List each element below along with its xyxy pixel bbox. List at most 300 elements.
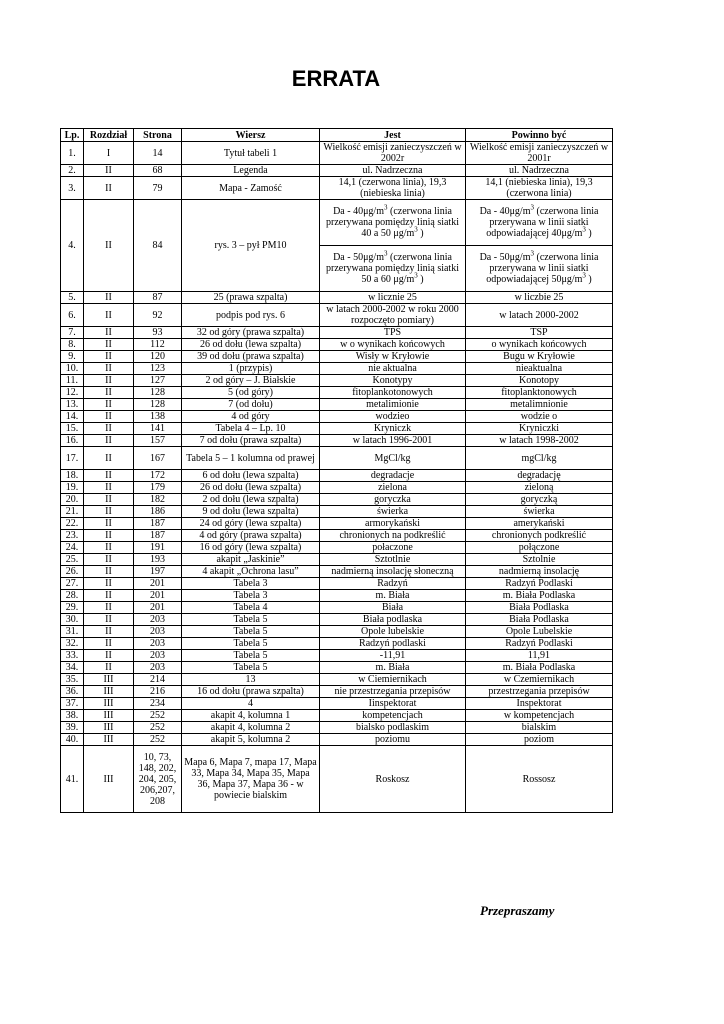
- superscript-part-sup2: 3: [414, 225, 418, 234]
- page-title: ERRATA: [291, 66, 381, 91]
- table-row: [61, 351, 613, 363]
- table-row: [61, 142, 613, 165]
- cell-strona: 193: [134, 554, 182, 566]
- cell-lp: 11.: [61, 375, 84, 387]
- cell-jest: [320, 200, 466, 246]
- cell-wiersz: 25 (prawa szpalta): [182, 292, 320, 304]
- cell-jest: Radzyń: [320, 578, 466, 590]
- table-row: [61, 411, 613, 423]
- cell-rozdzial: III: [84, 746, 134, 813]
- table-row: [61, 542, 613, 554]
- cell-lp: 41.: [61, 746, 84, 813]
- cell-powinno: Konotopy: [466, 375, 613, 387]
- cell-wiersz: Tabela 5: [182, 614, 320, 626]
- cell-jest: Sztotlnie: [320, 554, 466, 566]
- cell-rozdzial: III: [84, 710, 134, 722]
- cell-rozdzial: II: [84, 578, 134, 590]
- cell-wiersz: 9 od dołu (lewa szpalta): [182, 506, 320, 518]
- table-row: [61, 746, 613, 813]
- cell-jest: nie przestrzegania przepisów: [320, 686, 466, 698]
- cell-jest: kompetencjach: [320, 710, 466, 722]
- table-row: [61, 602, 613, 614]
- table-row: [61, 578, 613, 590]
- cell-wiersz: Tabela 4 – Lp. 10: [182, 423, 320, 435]
- cell-strona: 216: [134, 686, 182, 698]
- cell-rozdzial: II: [84, 304, 134, 327]
- cell-wiersz: Tabela 5: [182, 662, 320, 674]
- cell-lp: 19.: [61, 482, 84, 494]
- cell-powinno: degradację: [466, 470, 613, 482]
- cell-wiersz: 4 od góry: [182, 411, 320, 423]
- cell-lp: 1.: [61, 142, 84, 165]
- cell-rozdzial: II: [84, 518, 134, 530]
- table-body: [61, 142, 613, 813]
- cell-powinno: w latach 2000-2002: [466, 304, 613, 327]
- cell-jest: nie aktualna: [320, 363, 466, 375]
- superscript-part-end: ): [585, 274, 592, 285]
- cell-rozdzial: II: [84, 626, 134, 638]
- cell-strona: 179: [134, 482, 182, 494]
- superscript-part-pre: Da - 50μg/m: [333, 252, 384, 263]
- cell-strona: 141: [134, 423, 182, 435]
- cell-wiersz: akapit 4, kolumna 1: [182, 710, 320, 722]
- cell-jest: metalimionie: [320, 399, 466, 411]
- cell-jest: Opole lubelskie: [320, 626, 466, 638]
- cell-lp: 34.: [61, 662, 84, 674]
- cell-jest: Wielkość emisji zanieczyszczeń w 2002r: [320, 142, 466, 165]
- cell-wiersz: podpis pod rys. 6: [182, 304, 320, 327]
- cell-powinno: Biała Podlaska: [466, 614, 613, 626]
- table-row: [61, 530, 613, 542]
- cell-rozdzial: II: [84, 200, 134, 292]
- cell-jest: zielona: [320, 482, 466, 494]
- table-row: [61, 638, 613, 650]
- cell-wiersz: Tytuł tabeli 1: [182, 142, 320, 165]
- superscript-part-pre: Da - 40μg/m: [333, 206, 384, 217]
- cell-rozdzial: I: [84, 142, 134, 165]
- cell-strona: 234: [134, 698, 182, 710]
- cell-strona: 186: [134, 506, 182, 518]
- table-row: [61, 339, 613, 351]
- table-row: [61, 686, 613, 698]
- cell-powinno: 14,1 (niebieska linia), 19,3 (czerwona linia): [466, 177, 613, 200]
- cell-rozdzial: II: [84, 470, 134, 482]
- cell-rozdzial: II: [84, 662, 134, 674]
- cell-wiersz: 6 od dołu (lewa szpalta): [182, 470, 320, 482]
- cell-powinno: nieaktualna: [466, 363, 613, 375]
- superscript-part-sup2: 3: [414, 271, 418, 280]
- cell-powinno: [466, 200, 613, 246]
- cell-rozdzial: II: [84, 602, 134, 614]
- cell-lp: 7.: [61, 327, 84, 339]
- table-row: [61, 566, 613, 578]
- cell-wiersz: akapit 5, kolumna 2: [182, 734, 320, 746]
- cell-wiersz: 2 od dołu (lewa szpalta): [182, 494, 320, 506]
- cell-powinno: w latach 1998-2002: [466, 435, 613, 447]
- cell-jest: w latach 1996-2001: [320, 435, 466, 447]
- cell-lp: 13.: [61, 399, 84, 411]
- cell-rozdzial: II: [84, 165, 134, 177]
- cell-powinno: TSP: [466, 327, 613, 339]
- cell-rozdzial: II: [84, 363, 134, 375]
- cell-lp: 15.: [61, 423, 84, 435]
- table-row: [61, 482, 613, 494]
- cell-wiersz: 16 od dołu (prawa szpalta): [182, 686, 320, 698]
- cell-powinno: Opole Lubelskie: [466, 626, 613, 638]
- cell-powinno: m. Biała Podlaska: [466, 590, 613, 602]
- cell-strona: 68: [134, 165, 182, 177]
- cell-lp: 29.: [61, 602, 84, 614]
- table-row: [61, 435, 613, 447]
- cell-lp: 16.: [61, 435, 84, 447]
- cell-jest: Roskosz: [320, 746, 466, 813]
- cell-wiersz: 5 (od góry): [182, 387, 320, 399]
- cell-wiersz: Tabela 3: [182, 590, 320, 602]
- cell-rozdzial: II: [84, 590, 134, 602]
- cell-powinno: zieloną: [466, 482, 613, 494]
- cell-rozdzial: II: [84, 423, 134, 435]
- cell-powinno: połączone: [466, 542, 613, 554]
- cell-strona: 182: [134, 494, 182, 506]
- cell-strona: 172: [134, 470, 182, 482]
- cell-lp: 27.: [61, 578, 84, 590]
- cell-lp: 32.: [61, 638, 84, 650]
- cell-strona: 93: [134, 327, 182, 339]
- table-row: [61, 399, 613, 411]
- cell-powinno: przestrzegania przepisów: [466, 686, 613, 698]
- cell-lp: 26.: [61, 566, 84, 578]
- cell-jest: Biała: [320, 602, 466, 614]
- cell-lp: 25.: [61, 554, 84, 566]
- cell-rozdzial: II: [84, 177, 134, 200]
- cell-wiersz: Tabela 5 – 1 kolumna od prawej: [182, 447, 320, 470]
- cell-powinno: Rossosz: [466, 746, 613, 813]
- superscript-part-sup2: 3: [582, 271, 586, 280]
- table-row: [61, 554, 613, 566]
- cell-lp: 36.: [61, 686, 84, 698]
- cell-strona: 138: [134, 411, 182, 423]
- table-row: [61, 470, 613, 482]
- cell-rozdzial: II: [84, 435, 134, 447]
- cell-wiersz: Tabela 5: [182, 626, 320, 638]
- superscript-part-end: ): [417, 228, 424, 239]
- cell-strona: 79: [134, 177, 182, 200]
- cell-wiersz: 39 od dołu (prawa szpalta): [182, 351, 320, 363]
- cell-lp: 14.: [61, 411, 84, 423]
- cell-rozdzial: II: [84, 375, 134, 387]
- cell-lp: 21.: [61, 506, 84, 518]
- cell-powinno: Radzyń Podlaski: [466, 638, 613, 650]
- table-row: [61, 722, 613, 734]
- cell-rozdzial: II: [84, 399, 134, 411]
- cell-jest: [320, 246, 466, 292]
- cell-jest: bialsko podlaskim: [320, 722, 466, 734]
- cell-powinno: amerykański: [466, 518, 613, 530]
- cell-wiersz: Legenda: [182, 165, 320, 177]
- cell-jest: goryczka: [320, 494, 466, 506]
- table-row: [61, 375, 613, 387]
- cell-jest: ul. Nadrzeczna: [320, 165, 466, 177]
- cell-rozdzial: II: [84, 650, 134, 662]
- cell-rozdzial: III: [84, 698, 134, 710]
- cell-jest: nadmierną insolację słoneczną: [320, 566, 466, 578]
- cell-jest: w licznie 25: [320, 292, 466, 304]
- cell-strona: 127: [134, 375, 182, 387]
- table-row: [61, 674, 613, 686]
- cell-lp: 4.: [61, 200, 84, 292]
- cell-powinno: [466, 246, 613, 292]
- cell-wiersz: 13: [182, 674, 320, 686]
- cell-wiersz: 24 od góry (lewa szpalta): [182, 518, 320, 530]
- cell-lp: 24.: [61, 542, 84, 554]
- cell-wiersz: akapit 4, kolumna 2: [182, 722, 320, 734]
- cell-rozdzial: III: [84, 674, 134, 686]
- cell-powinno: poziom: [466, 734, 613, 746]
- cell-rozdzial: II: [84, 339, 134, 351]
- cell-lp: 22.: [61, 518, 84, 530]
- cell-wiersz: Mapa - Zamość: [182, 177, 320, 200]
- cell-powinno: chronionych podkreślić: [466, 530, 613, 542]
- cell-lp: 18.: [61, 470, 84, 482]
- cell-lp: 28.: [61, 590, 84, 602]
- cell-jest: w o wynikach końcowych: [320, 339, 466, 351]
- superscript-part-sup: 3: [384, 249, 388, 258]
- cell-rozdzial: II: [84, 566, 134, 578]
- cell-strona: 167: [134, 447, 182, 470]
- cell-strona: 14: [134, 142, 182, 165]
- cell-rozdzial: II: [84, 530, 134, 542]
- cell-powinno: 11,91: [466, 650, 613, 662]
- cell-powinno: Radzyń Podlaski: [466, 578, 613, 590]
- cell-strona: 252: [134, 734, 182, 746]
- superscript-part-pre: Da - 40μg/m: [479, 206, 531, 217]
- superscript-part-post: (czerwona linia przerywana w linii siatki odpowiadającej 50μg/m: [486, 252, 599, 285]
- cell-rozdzial: II: [84, 351, 134, 363]
- cell-wiersz: 4: [182, 698, 320, 710]
- cell-strona: 128: [134, 387, 182, 399]
- superscript-part-sup2: 3: [582, 225, 586, 234]
- cell-powinno: wodzie o: [466, 411, 613, 423]
- table-row: [61, 387, 613, 399]
- cell-jest: Iinspektorat: [320, 698, 466, 710]
- cell-wiersz: 1 (przypis): [182, 363, 320, 375]
- cell-rozdzial: II: [84, 506, 134, 518]
- cell-wiersz: 26 od dołu (lewa szpalta): [182, 339, 320, 351]
- cell-jest: chronionych na podkreślić: [320, 530, 466, 542]
- cell-jest: świerka: [320, 506, 466, 518]
- cell-wiersz: Mapa 6, Mapa 7, mapa 17, Mapa 33, Mapa 34, Mapa 35, Mapa 36, Mapa 37, Mapa 36 - w powiecie bialskim: [182, 746, 320, 813]
- table-row: [61, 614, 613, 626]
- superscript-part-sup: 3: [384, 203, 388, 212]
- table-row: [61, 590, 613, 602]
- cell-strona: 84: [134, 200, 182, 292]
- cell-wiersz: 32 od góry (prawa szpalta): [182, 327, 320, 339]
- table-row: [61, 710, 613, 722]
- cell-wiersz: 16 od góry (lewa szpalta): [182, 542, 320, 554]
- cell-wiersz: 26 od dołu (lewa szpalta): [182, 482, 320, 494]
- superscript-part-sup: 3: [530, 203, 534, 212]
- cell-rozdzial: II: [84, 447, 134, 470]
- cell-rozdzial: II: [84, 554, 134, 566]
- table-row: [61, 327, 613, 339]
- table-row: [61, 698, 613, 710]
- cell-jest: armorykański: [320, 518, 466, 530]
- cell-jest: Kryniczk: [320, 423, 466, 435]
- cell-strona: 87: [134, 292, 182, 304]
- cell-wiersz: 7 (od dołu): [182, 399, 320, 411]
- cell-jest: 14,1 (czerwona linia), 19,3 (niebieska linia): [320, 177, 466, 200]
- table-row: [61, 423, 613, 435]
- cell-jest: w latach 2000-2002 w roku 2000 rozpoczęto pomiary): [320, 304, 466, 327]
- cell-powinno: fitoplanktonowych: [466, 387, 613, 399]
- table-row: [61, 518, 613, 530]
- cell-strona: 203: [134, 662, 182, 674]
- cell-lp: 38.: [61, 710, 84, 722]
- cell-powinno: Inspektorat: [466, 698, 613, 710]
- superscript-part-end: ): [585, 228, 592, 239]
- cell-lp: 39.: [61, 722, 84, 734]
- cell-strona: 187: [134, 530, 182, 542]
- header-lp: Lp.: [61, 129, 84, 142]
- cell-jest: Biała podlaska: [320, 614, 466, 626]
- cell-strona: 157: [134, 435, 182, 447]
- cell-wiersz: Tabela 3: [182, 578, 320, 590]
- cell-jest: MgCl/kg: [320, 447, 466, 470]
- cell-jest: Radzyń podlaski: [320, 638, 466, 650]
- errata-table: [60, 128, 613, 813]
- cell-jest: TPS: [320, 327, 466, 339]
- cell-powinno: Wielkość emisji zanieczyszczeń w 2001r: [466, 142, 613, 165]
- cell-wiersz: Tabela 4: [182, 602, 320, 614]
- cell-wiersz: 2 od góry – J. Białskie: [182, 375, 320, 387]
- cell-jest: wodzieo: [320, 411, 466, 423]
- cell-jest: -11,91: [320, 650, 466, 662]
- cell-lp: 9.: [61, 351, 84, 363]
- cell-wiersz: rys. 3 – pył PM10: [182, 200, 320, 292]
- table-row: [61, 626, 613, 638]
- cell-strona: 187: [134, 518, 182, 530]
- superscript-part-end: ): [417, 274, 424, 285]
- cell-wiersz: 7 od dołu (prawa szpalta): [182, 435, 320, 447]
- cell-strona: 197: [134, 566, 182, 578]
- superscript-part-post: (czerwona linia przerywana pomiędzy linią siatki 50 a 60 μg/m: [325, 252, 459, 285]
- cell-rozdzial: II: [84, 494, 134, 506]
- cell-jest: fitoplankotonowych: [320, 387, 466, 399]
- cell-powinno: o wynikach końcowych: [466, 339, 613, 351]
- cell-rozdzial: III: [84, 734, 134, 746]
- cell-powinno: Bugu w Kryłowie: [466, 351, 613, 363]
- cell-strona: 191: [134, 542, 182, 554]
- header-strona: Strona: [134, 129, 182, 142]
- header-powinno: Powinno być: [466, 129, 613, 142]
- cell-powinno: Sztolnie: [466, 554, 613, 566]
- cell-rozdzial: III: [84, 686, 134, 698]
- table-row: [61, 662, 613, 674]
- cell-strona: 203: [134, 626, 182, 638]
- cell-strona: 252: [134, 722, 182, 734]
- cell-strona: 112: [134, 339, 182, 351]
- cell-powinno: nadmierną insolację: [466, 566, 613, 578]
- table-row: [61, 363, 613, 375]
- superscript-part-post: (czerwona linia przerywana pomiędzy linią siatki 40 a 50 μg/m: [325, 206, 459, 239]
- cell-powinno: goryczką: [466, 494, 613, 506]
- cell-powinno: w Czemiernikach: [466, 674, 613, 686]
- cell-wiersz: akapit „Jaskinie”: [182, 554, 320, 566]
- cell-jest: połaczone: [320, 542, 466, 554]
- cell-strona: 201: [134, 602, 182, 614]
- cell-strona: 252: [134, 710, 182, 722]
- cell-strona: 203: [134, 650, 182, 662]
- cell-wiersz: Tabela 5: [182, 650, 320, 662]
- cell-rozdzial: II: [84, 411, 134, 423]
- cell-wiersz: 4 od góry (prawa szpalta): [182, 530, 320, 542]
- cell-strona: 203: [134, 638, 182, 650]
- cell-strona: 128: [134, 399, 182, 411]
- table-row: [61, 734, 613, 746]
- cell-rozdzial: II: [84, 387, 134, 399]
- superscript-part-sup: 3: [530, 249, 534, 258]
- cell-rozdzial: II: [84, 542, 134, 554]
- cell-powinno: mgCl/kg: [466, 447, 613, 470]
- table-row: [61, 447, 613, 470]
- cell-lp: 20.: [61, 494, 84, 506]
- signature: Przepraszamy: [480, 903, 555, 918]
- cell-rozdzial: II: [84, 614, 134, 626]
- cell-rozdzial: II: [84, 638, 134, 650]
- cell-lp: 33.: [61, 650, 84, 662]
- cell-strona: 214: [134, 674, 182, 686]
- cell-powinno: metalimnionie: [466, 399, 613, 411]
- cell-lp: 8.: [61, 339, 84, 351]
- cell-strona: 201: [134, 578, 182, 590]
- header-rozdzial: Rozdział: [84, 129, 134, 142]
- cell-strona: 123: [134, 363, 182, 375]
- table-header-row: [61, 129, 613, 142]
- cell-lp: 17.: [61, 447, 84, 470]
- cell-rozdzial: II: [84, 292, 134, 304]
- cell-strona: 201: [134, 590, 182, 602]
- cell-strona: 10, 73, 148, 202, 204, 205, 206,207, 208: [134, 746, 182, 813]
- cell-strona: 92: [134, 304, 182, 327]
- table-row: [61, 200, 613, 246]
- cell-powinno: m. Biała Podlaska: [466, 662, 613, 674]
- cell-strona: 120: [134, 351, 182, 363]
- cell-strona: 203: [134, 614, 182, 626]
- cell-lp: 6.: [61, 304, 84, 327]
- header-jest: Jest: [320, 129, 466, 142]
- cell-lp: 23.: [61, 530, 84, 542]
- table-row: [61, 506, 613, 518]
- cell-powinno: Kryniczki: [466, 423, 613, 435]
- cell-jest: degradacje: [320, 470, 466, 482]
- cell-jest: Wisły w Kryłowie: [320, 351, 466, 363]
- cell-lp: 35.: [61, 674, 84, 686]
- cell-jest: m. Biała: [320, 662, 466, 674]
- cell-lp: 3.: [61, 177, 84, 200]
- table-row: [61, 292, 613, 304]
- cell-lp: 5.: [61, 292, 84, 304]
- superscript-part-post: (czerwona linia przerywana w linii siatki odpowiadającej 40μg/m: [486, 206, 599, 239]
- cell-lp: 40.: [61, 734, 84, 746]
- cell-jest: poziomu: [320, 734, 466, 746]
- cell-lp: 30.: [61, 614, 84, 626]
- header-wiersz: Wiersz: [182, 129, 320, 142]
- cell-wiersz: Tabela 5: [182, 638, 320, 650]
- table-row: [61, 165, 613, 177]
- table-row: [61, 304, 613, 327]
- superscript-part-pre: Da - 50μg/m: [479, 252, 531, 263]
- cell-lp: 2.: [61, 165, 84, 177]
